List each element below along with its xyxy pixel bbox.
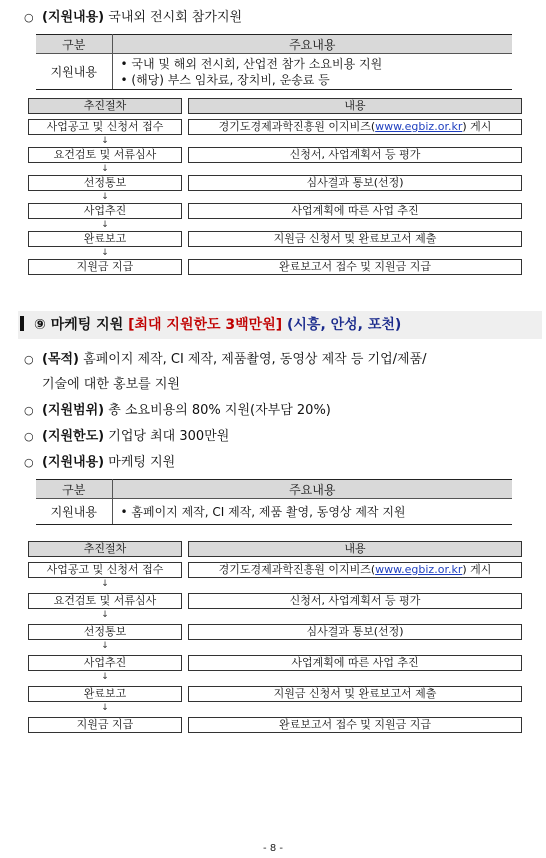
process-desc (188, 562, 522, 578)
process-desc: 지원금 신청서 및 완료보고서 제출 (188, 231, 522, 247)
process-desc: 사업계획에 따른 사업 추진 (188, 655, 522, 671)
table-content-item: • (해당) 부스 임차료, 장치비, 운송료 등 (120, 72, 330, 87)
down-arrow-icon: ↓ (101, 192, 109, 202)
table-row-label: 지원내용 (36, 499, 112, 525)
purpose-bullet-cont: 기술에 대한 홍보를 지원 (42, 377, 180, 392)
process-desc-suffix: ) 게시 (462, 563, 492, 576)
bullet-label: (지원내용) (42, 455, 105, 470)
process-row (28, 593, 522, 609)
process-header-step: 추진절차 (28, 98, 182, 114)
process-row (28, 717, 522, 733)
down-arrow-icon: ↓ (101, 164, 109, 174)
process-step: 지원금 지급 (28, 717, 182, 733)
process-desc-prefix: 경기도경제과학진흥원 이지비즈( (218, 120, 376, 133)
bullet-marker: ○ (24, 11, 34, 24)
process-desc: 신청서, 사업계획서 등 평가 (188, 593, 522, 609)
bullet-marker: ○ (24, 404, 34, 417)
bullet-text: 기업당 최대 300만원 (108, 429, 230, 444)
bullet-marker: ○ (24, 456, 34, 469)
page-number: - 8 - (263, 843, 283, 854)
limit-bullet (24, 428, 229, 446)
process-step: 완료보고 (28, 686, 182, 702)
process-row (28, 655, 522, 671)
bullet-label: (지원내용) (42, 10, 105, 25)
table-content-item: • 홈페이지 제작, CI 제작, 제품 촬영, 동영상 제작 지원 (120, 504, 406, 519)
table-header-category: 구분 (36, 35, 112, 54)
content-bullet (24, 454, 175, 472)
process-desc: 심사결과 통보(선정) (188, 624, 522, 640)
bullet-text: 홈페이지 제작, CI 제작, 제품촬영, 동영상 제작 등 기업/제품/ (83, 352, 427, 367)
down-arrow-icon: ↓ (101, 703, 109, 713)
process-row (28, 562, 522, 578)
scope-bullet (24, 402, 331, 420)
process-desc-suffix: ) 게시 (462, 120, 492, 133)
down-arrow-icon: ↓ (101, 672, 109, 682)
process-header-desc: 내용 (188, 98, 522, 114)
process-step: 요건검토 및 서류심사 (28, 147, 182, 163)
table-content-item: • 국내 및 해외 전시회, 산업전 참가 소요비용 지원 (120, 56, 383, 71)
bullet-text: 마케팅 지원 (108, 455, 176, 470)
bullet-label: (목적) (42, 352, 79, 367)
process-header (28, 541, 522, 557)
table-header-category: 구분 (36, 480, 112, 499)
down-arrow-icon: ↓ (101, 248, 109, 258)
process-row (28, 203, 522, 219)
heading-bar-icon (20, 316, 24, 331)
process-row (28, 175, 522, 191)
process-step: 선정통보 (28, 624, 182, 640)
process-step: 요건검토 및 서류심사 (28, 593, 182, 609)
table-header-main-content: 주요내용 (112, 480, 512, 499)
down-arrow-icon: ↓ (101, 610, 109, 620)
process-step: 사업추진 (28, 203, 182, 219)
process-desc: 심사결과 통보(선정) (188, 175, 522, 191)
table-content-cell (112, 499, 512, 525)
process-desc: 완료보고서 접수 및 지원금 지급 (188, 717, 522, 733)
process-step: 선정통보 (28, 175, 182, 191)
process-step: 지원금 지급 (28, 259, 182, 275)
bullet-text: 총 소요비용의 80% 지원(자부담 20%) (108, 403, 331, 418)
support-content-table (36, 34, 512, 90)
process-desc: 신청서, 사업계획서 등 평가 (188, 147, 522, 163)
process-header (28, 98, 522, 114)
support-content-bullet (24, 9, 242, 27)
bullet-label: (지원한도) (42, 429, 105, 444)
process-row (28, 231, 522, 247)
bullet-label: (지원범위) (42, 403, 105, 418)
down-arrow-icon: ↓ (101, 136, 109, 146)
egbiz-link[interactable]: www.egbiz.or.kr (375, 563, 463, 576)
table-header-main-content: 주요내용 (112, 35, 512, 54)
process-step: 사업공고 및 신청서 접수 (28, 562, 182, 578)
marketing-content-table (36, 479, 512, 525)
section-number: ⑨ (34, 317, 46, 333)
table-row-label: 지원내용 (36, 54, 112, 90)
process-step: 사업공고 및 신청서 접수 (28, 119, 182, 135)
process-header-step: 추진절차 (28, 541, 182, 557)
bullet-marker: ○ (24, 430, 34, 443)
process-desc: 완료보고서 접수 및 지원금 지급 (188, 259, 522, 275)
bullet-text: 국내외 전시회 참가지원 (108, 10, 243, 25)
process-step: 사업추진 (28, 655, 182, 671)
process-desc (188, 119, 522, 135)
process-header-desc: 내용 (188, 541, 522, 557)
down-arrow-icon: ↓ (101, 579, 109, 589)
purpose-bullet (24, 351, 427, 369)
section-title: 마케팅 지원 (50, 317, 124, 333)
bullet-marker: ○ (24, 353, 34, 366)
support-limit: [최대 지원한도 3백만원] (128, 317, 283, 333)
target-regions: (시흥, 안성, 포천) (287, 317, 402, 333)
down-arrow-icon: ↓ (101, 220, 109, 230)
process-row (28, 119, 522, 135)
table-content-cell (112, 54, 512, 90)
process-desc-prefix: 경기도경제과학진흥원 이지비즈( (218, 563, 376, 576)
process-desc: 지원금 신청서 및 완료보고서 제출 (188, 686, 522, 702)
down-arrow-icon: ↓ (101, 641, 109, 651)
process-row (28, 624, 522, 640)
process-row (28, 259, 522, 275)
process-row (28, 686, 522, 702)
egbiz-link[interactable]: www.egbiz.or.kr (375, 120, 463, 133)
process-step: 완료보고 (28, 231, 182, 247)
process-desc: 사업계획에 따른 사업 추진 (188, 203, 522, 219)
section-heading (18, 311, 542, 339)
process-row (28, 147, 522, 163)
